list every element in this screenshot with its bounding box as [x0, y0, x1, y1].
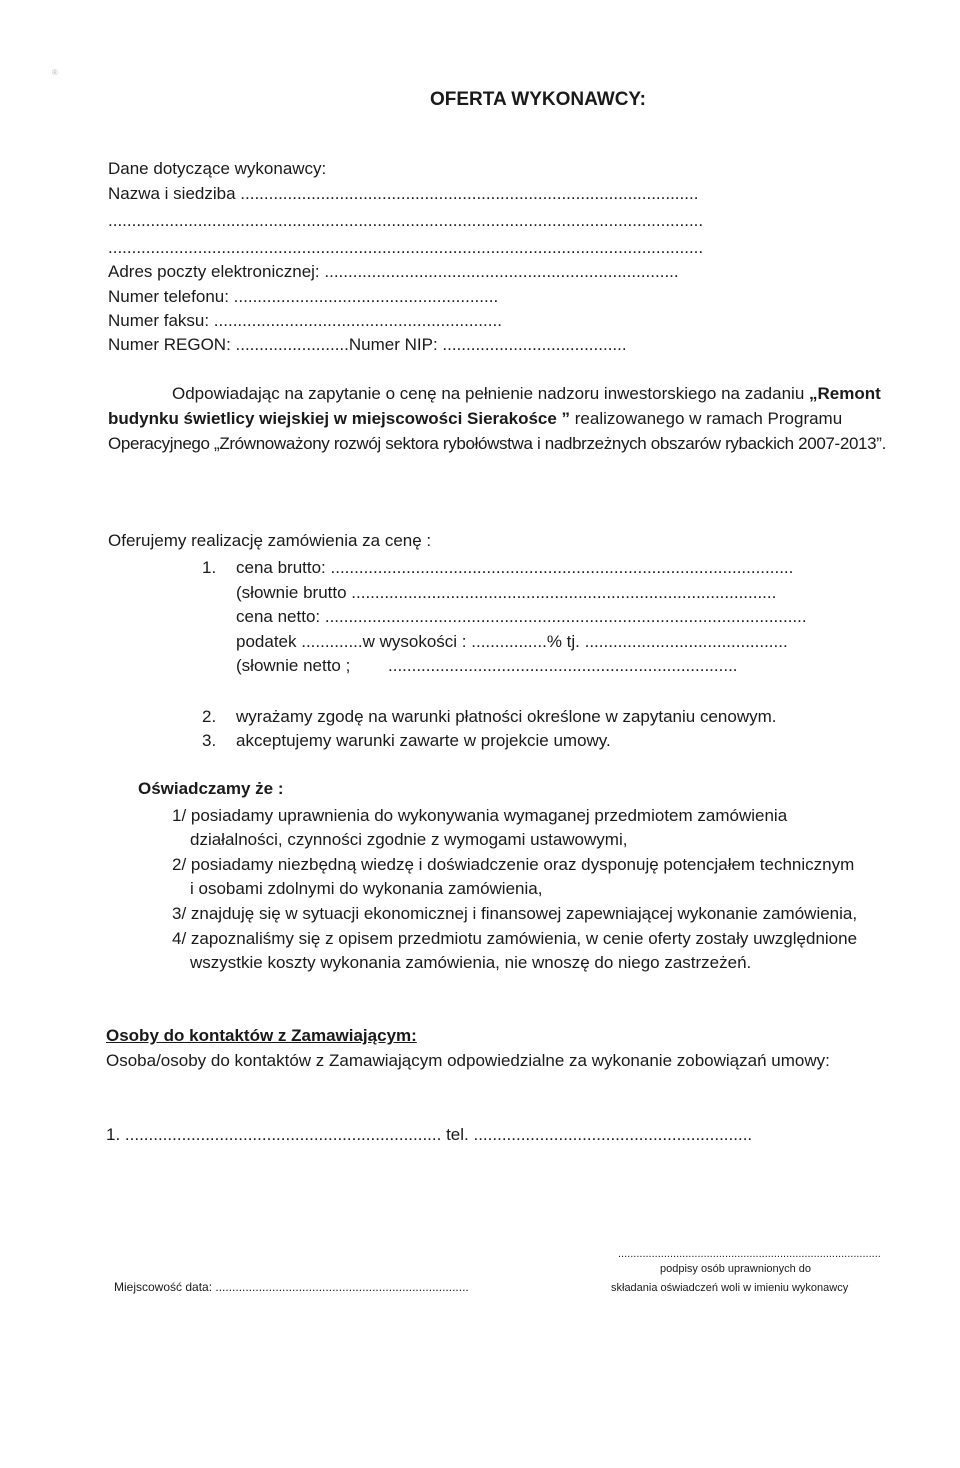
intro-line-3: Operacyjnego „Zrównoważony rozwój sektora rybołówstwa i nadbrzeżnych obszarów rybackich 2007-2013”.: [108, 434, 886, 453]
intro-line-2: [108, 408, 842, 429]
intro-text-2b: realizowanego w ramach Programu: [570, 409, 843, 428]
contacts-description: Osoba/osoby do kontaktów z Zamawiającym odpowiedzialne za wykonanie zobowiązań umowy:: [106, 1051, 830, 1070]
contractor-name-field: Nazwa i siedziba .................................................................................................: [108, 184, 699, 203]
declarations-heading: Oświadczamy że :: [138, 779, 284, 798]
regon-nip-field: Numer REGON: ........................Numer NIP: .......................................: [108, 335, 627, 354]
declaration-1a: 1/ posiadamy uprawnienia do wykonywania wymaganej przedmiotem zamówienia: [172, 806, 788, 825]
offer-item-3: akceptujemy warunki zawarte w projekcie umowy.: [236, 731, 611, 750]
email-field: Adres poczty elektronicznej: ...........................................................................: [108, 262, 679, 281]
intro-text-1b: „Remont: [809, 384, 881, 403]
declaration-2a: 2/ posiadamy niezbędną wiedzę i doświadczenie oraz dysponuję potencjałem technicznym: [172, 855, 855, 874]
declaration-4a: 4/ zapoznaliśmy się z opisem przedmiotu zamówienia, w cenie oferty zostały uwzględnione: [172, 929, 858, 948]
phone-field: Numer telefonu: ........................................................: [108, 287, 499, 306]
declaration-3: 3/ znajduję się w sytuacji ekonomicznej i finansowej zapewniającej wykonanie zamówienia,: [172, 904, 858, 923]
offer-item-1-number: 1.: [202, 558, 217, 577]
contact-line-1: 1. ................................................................... tel. ...........................................................: [106, 1125, 753, 1144]
declaration-1b: działalności, czynności zgodnie z wymogami ustawowymi,: [190, 830, 628, 849]
contractor-name-dots-2: ..............................................................................................................................: [108, 238, 704, 257]
offer-heading: Oferujemy realizację zamówienia za cenę :: [108, 531, 432, 550]
net-words-label: (słownie netto ;: [236, 656, 351, 675]
offer-item-2: wyrażamy zgodę na warunki płatności określone w zapytaniu cenowym.: [236, 707, 777, 726]
signature-label-2: składania oświadczeń woli w imieniu wykonawcy: [611, 1282, 849, 1294]
signature-label-1: podpisy osób uprawnionych do: [660, 1263, 812, 1275]
net-price-field: cena netto: ......................................................................................................: [236, 607, 807, 626]
contractor-heading: Dane dotyczące wykonawcy:: [108, 159, 327, 178]
contacts-heading: Osoby do kontaktów z Zamawiającym:: [106, 1026, 417, 1045]
tax-field: podatek .............w wysokości : ................% tj. ...........................................: [236, 632, 788, 651]
document-title: OFERTA WYKONAWCY:: [430, 89, 647, 110]
fax-field: Numer faksu: .............................................................: [108, 311, 502, 330]
offer-item-3-number: 3.: [202, 731, 217, 750]
declaration-2b: i osobami zdolnymi do wykonania zamówienia,: [190, 879, 543, 898]
ocr-artifact: ®: [52, 68, 58, 77]
offer-item-2-number: 2.: [202, 707, 217, 726]
net-words-dots: ..........................................................................: [388, 656, 738, 675]
place-date-field: Miejscowość data: ............................................................................: [114, 1280, 469, 1294]
intro-text-1a: Odpowiadając na zapytanie o cenę na pełnienie nadzoru inwestorskiego na zadaniu: [172, 384, 809, 403]
gross-price-words-field: (słownie brutto ..........................................................................................: [236, 583, 777, 602]
gross-price-field: cena brutto: ..................................................................................................: [236, 558, 794, 577]
intro-line-1: [172, 383, 881, 404]
signature-dots: ......................................................................................: [618, 1248, 881, 1260]
intro-text-2a: budynku świetlicy wiejskiej w miejscowości Sierakośce ”: [108, 409, 571, 428]
contractor-name-dots-1: ..............................................................................................................................: [108, 211, 704, 230]
declaration-4b: wszystkie koszty wykonania zamówienia, nie wnoszę do niego zastrzeżeń.: [190, 953, 752, 972]
